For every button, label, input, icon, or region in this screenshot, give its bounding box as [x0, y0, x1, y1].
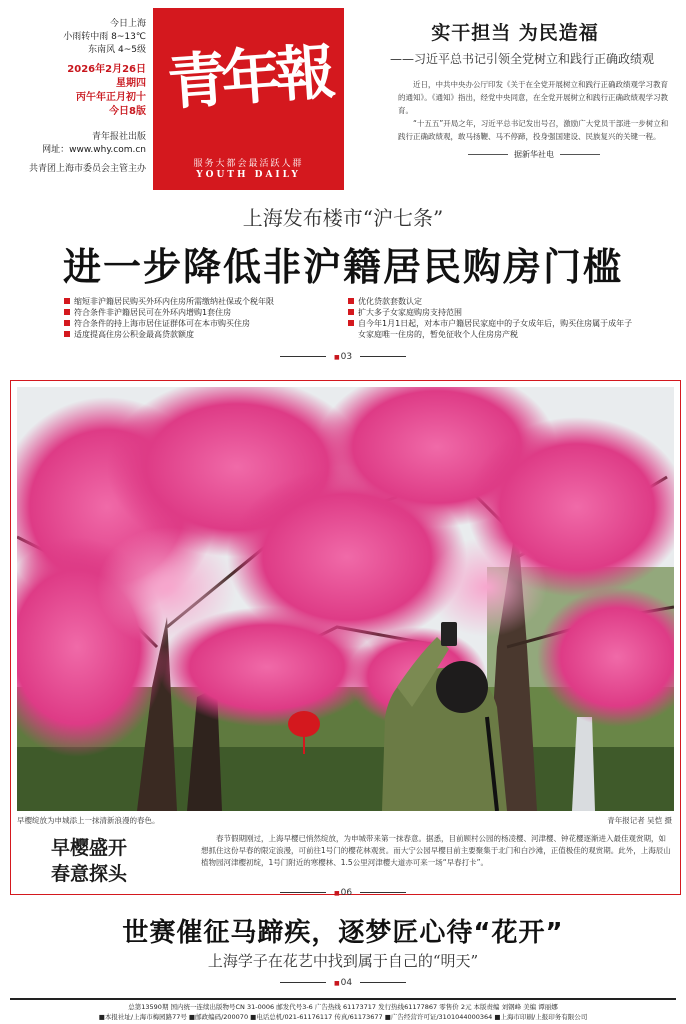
- website: 网址：www.why.com.cn: [42, 145, 146, 155]
- list-item: 自今年1月1日起，对本市户籍居民家庭中的子女成年后，购买住房属于成年子女家庭唯一住房的，暂免征收个人住房房产税: [348, 318, 638, 340]
- wind: 东南风 4~5级: [88, 45, 146, 55]
- sponsor: 共青团上海市委员会主管主办: [28, 164, 146, 174]
- lead-page-ref[interactable]: ■ 03: [0, 352, 686, 362]
- top-story-subhead: ——习近平总书记引领全党树立和践行正确政绩观: [390, 52, 655, 66]
- feature-page-ref[interactable]: ■ 06: [0, 888, 686, 898]
- masthead-ear: [20, 18, 146, 176]
- top-story-body: [360, 78, 670, 143]
- top-story-paragraph: “十五五”开局之年，习近平总书记发出号召，激励广大党员干部进一步树立和践行正确政绩观，敢马扬鞭、马不停蹄，投身强国建设、民族复兴的关键一程。: [398, 119, 669, 141]
- photo-illustration: [17, 387, 674, 811]
- lead-headline: 进一步降低非沪籍居民购房门槛: [62, 245, 623, 289]
- feature-headline-line: 春意探头: [51, 863, 128, 885]
- weather-title: 今日上海: [109, 19, 146, 29]
- list-item: 符合条件非沪籍居民可在外环内增购1套住房: [64, 307, 334, 318]
- photo-feature: [10, 380, 681, 895]
- page-count: 今日8版: [109, 106, 146, 117]
- weekday: 星期四: [116, 78, 146, 89]
- story2-headline: 世赛催征马蹄疾，逐梦匠心待“花开”: [122, 918, 564, 948]
- top-story-paragraph: 近日，中共中央办公厅印发《关于在全党开展树立和践行正确政绩观学习教育的通知》。《通知》指出，经党中央同意，在全党开展树立和践行正确政绩观学习教育。: [398, 80, 668, 115]
- list-item: 适度提高住房公积金最高贷款额度: [64, 329, 334, 340]
- footer-divider: [10, 998, 676, 1000]
- footer-line: 总第13590期 国内统一连续出版物号CN 31-0006 邮发代号3-6 广告热线 61173717 发行热线61177867 零售价 2元 本版责编 刘钢峰 美编 谭丽娜: [128, 1003, 558, 1011]
- lunar-date: 丙午年正月初十: [76, 92, 146, 103]
- list-item: 缩短非沪籍居民购买外环内住房所需缴纳社保或个税年限: [64, 296, 334, 307]
- photo-credit: 青年报记者 吴恺 摄: [607, 816, 672, 825]
- cherry-blossom-photo: [17, 387, 674, 811]
- story2-subhead: 上海学子在花艺中找到属于自己的“明天”: [207, 952, 479, 970]
- photo-caption: 早樱绽放为申城添上一抹清新浪漫的春色。: [17, 816, 160, 825]
- top-story-headline: 实干担当 为民造福: [431, 22, 599, 44]
- weather-condition: 小雨转中雨 8~13℃: [63, 32, 146, 42]
- logo-text: 青年報: [165, 37, 332, 119]
- newspaper-logo: [153, 8, 344, 190]
- top-story-source: 据新华社电: [360, 149, 670, 160]
- lead-kicker: 上海发布楼市“沪七条”: [242, 206, 444, 230]
- lead-bullets-right: [348, 296, 638, 340]
- logo-english: YOUTH DAILY: [196, 170, 301, 180]
- feature-headline: [51, 835, 191, 887]
- footer-line: ■本报社址/上海市梅园路77号 ■邮政编码/200070 ■电话总机/021-61176117 传真/61173677 ■广告经营许可证/3101044000364 ■上海市印刷/上报印务有限公司: [98, 1013, 588, 1021]
- publisher: 青年报社出版: [91, 132, 146, 142]
- feature-body: 春节假期刚过，上海早樱已悄然绽放，为申城带来第一抹春意。据悉，目前顾村公园的杨凌樱、河津樱、钟花樱逐渐进入最佳观赏期，如想抓住这份早春的限定浪漫，可前往1号门的樱花林观赏。而大宁公园早樱目前主要聚集于北门和白沙滩，正值极佳的观赏期。此外，上海辰山植物园河津樱初绽，1号门附近的寒樱林、1.5公里河津樱大道亦可来一场“早春打卡”。: [201, 834, 671, 867]
- list-item: 扩大多子女家庭购房支持范围: [348, 307, 638, 318]
- story2-page-ref[interactable]: ■ 04: [0, 978, 686, 988]
- issue-date: 2026年2月26日: [67, 64, 146, 75]
- lead-bullets-left: [64, 296, 334, 340]
- feature-headline-line: 早樱盛开: [51, 837, 128, 859]
- top-story: [360, 18, 670, 160]
- list-item: 优化贷款套数认定: [348, 296, 638, 307]
- list-item: 符合条件的持上海市居住证群体可在本市购买住房: [64, 318, 334, 329]
- logo-slogan: 服务大都会最活跃人群: [193, 159, 304, 169]
